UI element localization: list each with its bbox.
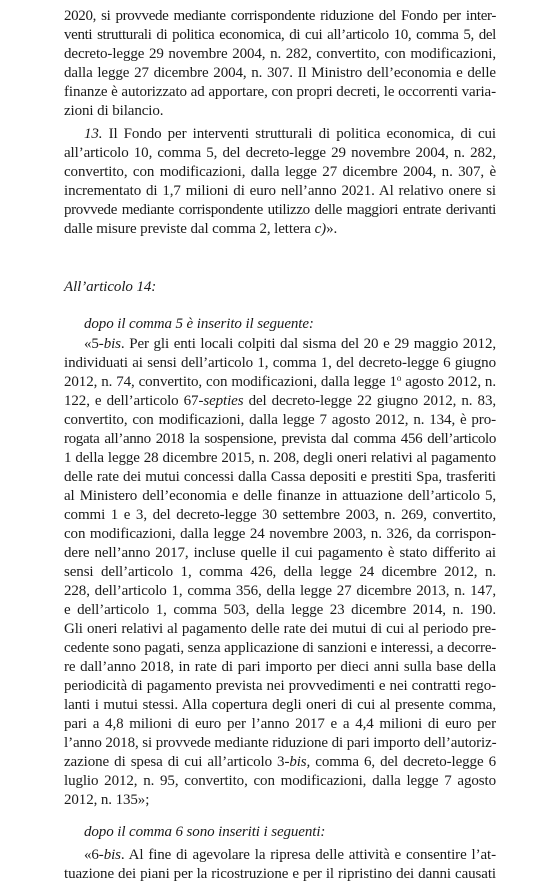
text-span: Il Fondo per interventi strutturali di politica economica, di cui	[102, 126, 496, 142]
text-span: 122, e dell’articolo 67-	[64, 393, 204, 409]
text-line: tuazione dei piani per la ricostruzione e per il ripristino dei danni causati	[64, 866, 496, 882]
text-span: ».	[326, 221, 338, 237]
lettera-c: c)	[314, 221, 327, 237]
text-line: re dall’anno 2018, in rate di pari importo per dieci anni sulla base della	[64, 659, 496, 675]
amendment-heading: dopo il comma 5 è inserito il seguente:	[84, 316, 314, 332]
text-span: comma 6, del decreto-legge 6	[310, 754, 496, 770]
text-line: e dell’articolo 1, comma 503, della legge 23 dicembre 2014, n. 190.	[64, 602, 496, 618]
text-line: individuati ai sensi dell’articolo 1, comma 1, del decreto-legge 6 giugno	[64, 355, 496, 371]
text-line: pari a 4,8 milioni di euro per l’anno 2017 e a 4,4 milioni di euro per	[64, 716, 496, 732]
text-line: rogata all’anno 2018 la sospensione, prevista dal comma 456 dell’articolo	[64, 431, 496, 447]
article-heading: All’articolo 14:	[64, 279, 157, 295]
text-line: sensi dell’articolo 1, comma 426, della legge 24 dicembre 2012, n.	[64, 564, 496, 580]
text-line: commi 1 e 3, del decreto-legge 30 settembre 2003, n. 269, convertito,	[64, 507, 496, 523]
text-line: cedente sono pagati, senza applicazione di sanzioni e interessi, a decorre-	[64, 640, 497, 656]
text-line: l’anno 2018, si provvede mediante riduzione di pari importo dell’autoriz-	[64, 735, 497, 751]
text-line: 2020, si provvede mediante corrispondente riduzione del Fondo per inter-	[64, 8, 496, 24]
text-span: «6-	[84, 847, 104, 863]
text-span: del decreto-legge 22 giugno 2012, n. 83,	[243, 393, 496, 409]
text-line: delle rate dei mutui concessi dalla Cassa depositi e prestiti Spa, trasferiti	[64, 469, 496, 485]
text-line: decreto-legge 29 novembre 2004, n. 282, convertito, con modificazioni,	[64, 46, 496, 62]
text-span: zazione di spesa di cui all’articolo 3-	[64, 754, 290, 770]
text-line: incrementato di 1,7 milioni di euro nell’anno 2021. Al relativo onere si	[64, 183, 496, 199]
text-line: 2012, n. 135»;	[64, 792, 150, 808]
text-line: luglio 2012, n. 95, convertito, con modificazioni, dalla legge 7 agosto	[64, 773, 496, 789]
paragraph-13-first-line	[84, 124, 496, 144]
text-line: zioni di bilancio.	[64, 103, 164, 119]
text-line: 1 della legge 28 dicembre 2015, n. 208, degli oneri relativi al pagamento	[64, 450, 496, 466]
text-span: «5-	[84, 336, 104, 352]
text-line: con modificazioni, dalla legge 24 novembre 2003, n. 326, da corrispon-	[64, 526, 496, 542]
text-span: 2012, n. 74, convertito, con modificazioni, dalla legge 1	[64, 374, 397, 390]
text-line: dere nell’anno 2017, incluse quelle il cui pagamento è stato differito ai	[64, 545, 496, 561]
bis-label: bis	[103, 847, 121, 863]
text-line	[64, 391, 496, 411]
superscript: o	[396, 373, 402, 383]
text-line: lanti i mutui stessi. Alla copertura degli oneri di cui al presente comma,	[64, 697, 496, 713]
text-line	[64, 219, 496, 239]
text-span: . Al fine di agevolare la ripresa delle attività e consentire l’at-	[120, 847, 496, 863]
text-line: all’articolo 10, comma 5, del decreto-legge 29 novembre 2004, n. 282,	[64, 145, 496, 161]
amendment-heading: dopo il comma 6 sono inseriti i seguenti:	[84, 824, 326, 840]
paragraph-6bis-first-line	[84, 845, 496, 865]
text-line: 228, dell’articolo 1, comma 356, della legge 27 dicembre 2013, n. 147,	[64, 583, 496, 599]
septies-label: septies	[203, 393, 244, 409]
text-line: periodicità di pagamento prevista nei provvedimenti e nei contratti rego-	[64, 678, 496, 694]
text-span: dalle misure previste dal comma 2, lettera	[64, 221, 315, 237]
bis-label: bis,	[289, 754, 311, 770]
text-line: convertito, con modificazioni, dalla legge 27 dicembre 2004, n. 307, è	[64, 164, 496, 180]
text-line: venti strutturali di politica economica, di cui all’articolo 10, comma 5, del	[64, 27, 496, 43]
text-line	[64, 372, 496, 392]
text-line: convertito, con modificazioni, dalla legge 7 agosto 2012, n. 134, è pro-	[64, 412, 496, 428]
text-line: finanze è autorizzato ad apportare, con propri decreti, le occorrenti varia-	[64, 84, 496, 100]
text-line: provvede mediante corrispondente utilizzo delle maggiori entrate derivanti	[64, 202, 496, 218]
text-line: Gli oneri relativi al pagamento delle rate dei mutui di cui al periodo pre-	[64, 621, 496, 637]
text-span: agosto 2012, n.	[401, 374, 496, 390]
comma-number: 13.	[84, 126, 103, 142]
bis-label: bis	[103, 336, 121, 352]
text-line	[64, 752, 496, 772]
text-line: al Ministero dell’economia e delle finanze in attuazione dell’articolo 5,	[64, 488, 496, 504]
paragraph-5bis-first-line	[84, 334, 496, 354]
text-span: . Per gli enti locali colpiti dal sisma del 20 e 29 maggio 2012,	[120, 336, 496, 352]
text-line: dalla legge 27 dicembre 2004, n. 307. Il Ministro dell’economia e delle	[64, 65, 496, 81]
